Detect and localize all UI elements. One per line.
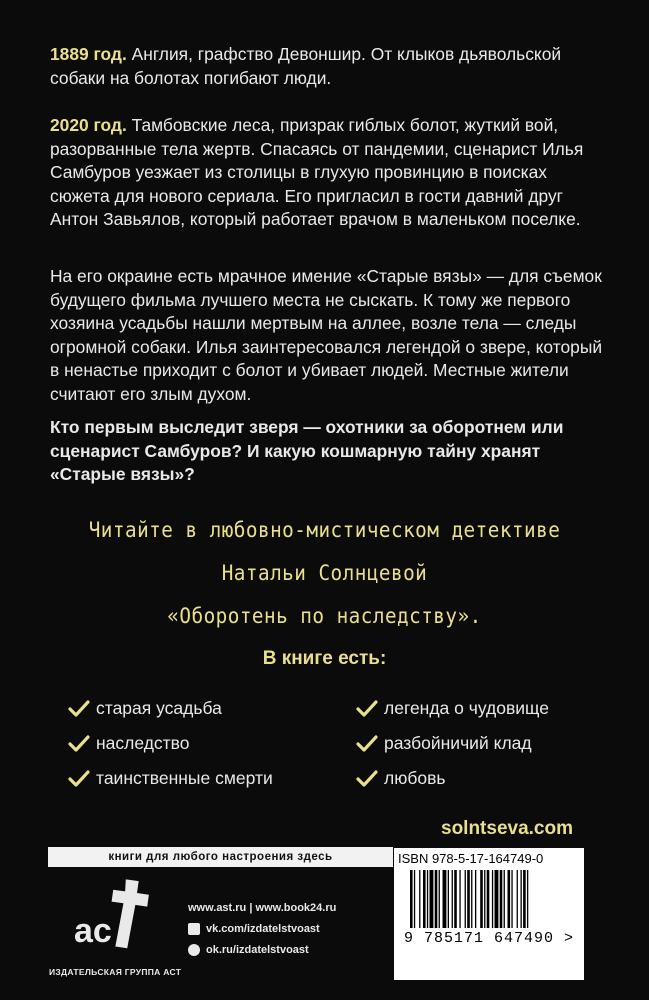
barcode-bar xyxy=(492,870,493,928)
barcode-bar xyxy=(480,870,483,928)
publisher-sites[interactable] xyxy=(188,897,336,918)
publisher-links xyxy=(188,897,336,960)
publisher-banner: книги для любого настроения здесь xyxy=(48,847,393,867)
feature-label: любовь xyxy=(384,768,446,788)
checkmark-icon xyxy=(356,735,378,753)
feature-item xyxy=(68,698,222,719)
barcode-bar xyxy=(500,870,503,928)
barcode-bar xyxy=(475,870,476,928)
checkmark-icon xyxy=(356,770,378,788)
publisher-sites-text: www.ast.ru | www.book24.ru xyxy=(188,901,337,914)
barcode-bar xyxy=(430,870,434,928)
barcode-bar xyxy=(487,870,490,928)
ok-icon xyxy=(188,944,200,956)
barcode-bar xyxy=(484,870,485,928)
blurb-question: Кто первым выследит зверя — охотники за оборотнем или сценарист Самбуров? И какую кошмарную тайну хранят «Старые вязы»? xyxy=(50,417,564,485)
vk-link[interactable] xyxy=(188,918,336,939)
barcode-bar xyxy=(511,870,512,928)
isbn-block xyxy=(394,848,584,980)
barcode-bar xyxy=(435,870,438,928)
barcode-bar xyxy=(465,870,466,928)
publisher-name: ИЗДАТЕЛЬСКАЯ ГРУППА АСТ xyxy=(49,967,182,977)
checkmark-icon xyxy=(356,700,378,718)
barcode-bar xyxy=(521,870,522,928)
ok-link[interactable] xyxy=(188,939,336,960)
feature-label: легенда о чудовище xyxy=(384,698,549,718)
barcode-bar xyxy=(452,870,453,928)
ok-link-text: ok.ru/izdatelstvoast xyxy=(206,943,309,956)
feature-item xyxy=(68,733,190,754)
barcode-bar xyxy=(471,870,472,928)
blurb-text-2: Тамбовские леса, призрак гиблых болот, жуткий вой, разорванные тела жертв. Спасаясь от пандемии, сценарист Илья Самбуров уезжает из столицы в глухую провинцию в поисках сюжета для нового сериала. Его пригласил в гости давний друг Антон Завьялов, который работает врачом в маленьком поселке. xyxy=(50,115,584,230)
year-2020: 2020 год. xyxy=(50,115,127,135)
vk-icon xyxy=(188,923,200,935)
feature-label: таинственные смерти xyxy=(96,768,273,788)
feature-item xyxy=(356,733,532,754)
checkmark-icon xyxy=(68,770,90,788)
barcode-bar xyxy=(423,870,426,928)
checkmark-icon xyxy=(68,735,90,753)
logo-lettering: ac xyxy=(74,912,112,950)
barcode xyxy=(408,870,570,930)
barcode-bar xyxy=(517,870,518,928)
feature-item xyxy=(68,768,273,789)
barcode-digits: 9 785171 647490 > xyxy=(403,930,575,947)
barcode-bar xyxy=(443,870,447,928)
feature-label: наследство xyxy=(96,733,190,753)
features-heading: В книге есть: xyxy=(262,648,387,669)
barcode-bar xyxy=(419,870,420,928)
barcode-bar xyxy=(459,870,460,928)
feature-label: старая усадьба xyxy=(96,698,222,718)
ast-logo xyxy=(66,870,166,970)
blurb-paragraph-2 xyxy=(50,114,610,232)
isbn-label: ISBN 978-5-17-164749-0 xyxy=(398,851,544,866)
vk-link-text: vk.com/izdatelstvoast xyxy=(206,922,320,935)
promo-line-2: Натальи Солнцевой xyxy=(221,561,428,585)
promo-line-3: «Оборотень по наследству». xyxy=(167,604,482,628)
barcode-bar xyxy=(495,870,499,928)
barcode-bar xyxy=(410,870,413,928)
barcode-bar xyxy=(454,870,457,928)
author-website[interactable]: solntseva.com xyxy=(441,818,573,839)
checkmark-icon xyxy=(68,700,90,718)
barcode-bar xyxy=(448,870,449,928)
barcode-bar xyxy=(467,870,470,928)
barcode-bar xyxy=(504,870,505,928)
year-1889: 1889 год. xyxy=(50,44,127,64)
barcode-bar xyxy=(508,870,511,928)
barcode-bar xyxy=(439,870,440,928)
blurb-paragraph-3: На его окраине есть мрачное имение «Старые вязы» — для съемок будущего фильма лучшего места не сыскать. К тому же первого хозяина усадьбы нашли мертвым на аллее, возле тела — следы огромной собаки. Илья заинтересовался легендой о звере, который в ненастье приходит с болот и убивает людей. Местные жители считают его злым духом. xyxy=(50,266,603,404)
blurb-text-1: Англия, графство Девоншир. От клыков дьявольской собаки на болотах погибают люди. xyxy=(50,44,562,88)
promo-line-1: Читайте в любовно-мистическом детективе xyxy=(88,518,561,542)
feature-label: разбойничий клад xyxy=(384,733,532,753)
feature-item xyxy=(356,698,549,719)
barcode-bar xyxy=(523,870,526,928)
barcode-bar xyxy=(527,870,528,928)
barcode-bar xyxy=(427,870,428,928)
blurb-paragraph-1 xyxy=(50,43,610,90)
barcode-bar xyxy=(414,870,415,928)
feature-item xyxy=(356,768,446,789)
